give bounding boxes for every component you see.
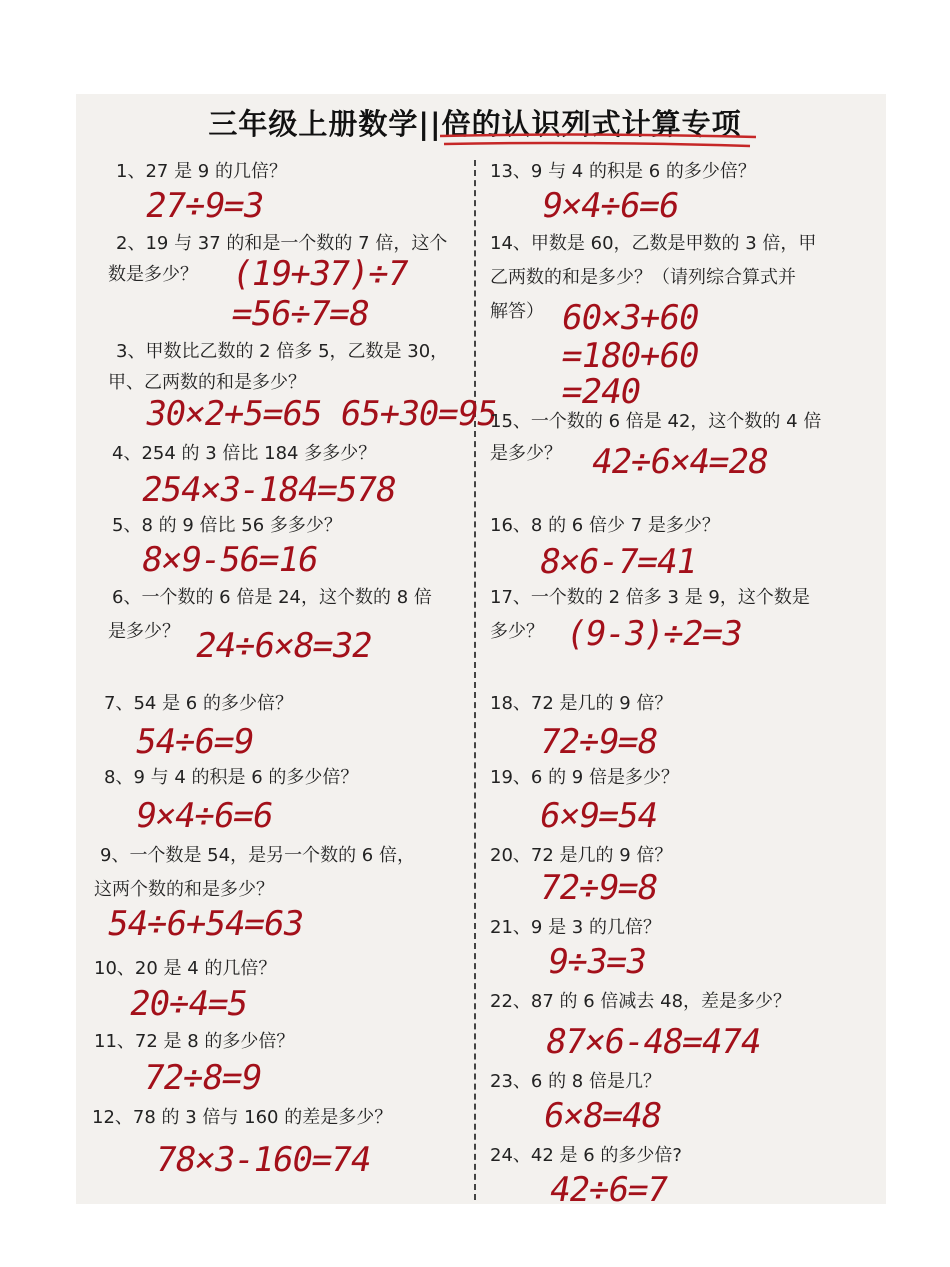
answer-5: 8×9-56=16 xyxy=(138,540,321,580)
page-title: 三年级上册数学||倍的认识列式计算专项 xyxy=(208,107,742,141)
question-18: 18、72 是几的 9 倍？ xyxy=(490,693,673,714)
answer-2-line2: =56÷7=8 xyxy=(228,294,372,334)
question-14-line1: 14、甲数是 60，乙数是甲数的 3 倍，甲 xyxy=(490,233,817,254)
question-2-line2: 数是多少？ xyxy=(108,264,198,285)
answer-7: 54÷6=9 xyxy=(132,722,257,762)
question-16: 16、8 的 6 倍少 7 是多少？ xyxy=(490,515,720,536)
question-17-line2: 多少？ xyxy=(490,621,544,642)
question-4: 4、254 的 3 倍比 184 多多少？ xyxy=(112,443,377,464)
answer-15: 42÷6×4=28 xyxy=(588,442,771,482)
answer-9: 54÷6+54=63 xyxy=(104,904,307,944)
answer-19: 6×9=54 xyxy=(536,796,661,836)
question-9-line2: 这两个数的和是多少？ xyxy=(94,879,274,900)
answer-10: 20÷4=5 xyxy=(126,984,251,1024)
answer-23: 6×8=48 xyxy=(540,1096,665,1136)
answer-12: 78×3-160=74 xyxy=(152,1140,374,1180)
question-19: 19、6 的 9 倍是多少？ xyxy=(490,767,679,788)
question-13: 13、9 与 4 的积是 6 的多少倍？ xyxy=(490,161,756,182)
question-17-line1: 17、一个数的 2 倍多 3 是 9，这个数是 xyxy=(490,587,810,608)
question-8: 8、9 与 4 的积是 6 的多少倍？ xyxy=(104,767,359,788)
answer-3: 30×2+5=65 65+30=95 xyxy=(142,394,500,434)
question-11: 11、72 是 8 的多少倍？ xyxy=(94,1031,295,1052)
question-2-line1: 2、19 与 37 的和是一个数的 7 倍，这个 xyxy=(116,233,448,254)
question-21: 21、9 是 3 的几倍？ xyxy=(490,917,661,938)
answer-22: 87×6-48=474 xyxy=(542,1022,764,1062)
question-14-line3: 解答） xyxy=(490,301,544,322)
answer-1: 27÷9=3 xyxy=(142,186,267,226)
answer-2-line1: (19+37)÷7 xyxy=(228,254,411,294)
question-10: 10、20 是 4 的几倍？ xyxy=(94,958,277,979)
answer-6: 24÷6×8=32 xyxy=(192,626,375,666)
question-15-line2: 是多少？ xyxy=(490,443,562,464)
question-9-line1: 9、一个数是 54，是另一个数的 6 倍， xyxy=(100,845,415,866)
question-3-line2: 甲、乙两数的和是多少？ xyxy=(108,372,306,393)
question-3-line1: 3、甲数比乙数的 2 倍多 5，乙数是 30， xyxy=(116,341,449,362)
question-6-line1: 6、一个数的 6 倍是 24，这个数的 8 倍 xyxy=(112,587,432,608)
question-5: 5、8 的 9 倍比 56 多多少？ xyxy=(112,515,342,536)
question-15-line1: 15、一个数的 6 倍是 42，这个数的 4 倍 xyxy=(490,411,822,432)
answer-24: 42÷6=7 xyxy=(546,1170,671,1210)
answer-14-line2: =180+60 xyxy=(558,336,702,376)
question-22: 22、87 的 6 倍减去 48，差是多少？ xyxy=(490,991,792,1012)
answer-4: 254×3-184=578 xyxy=(138,470,399,510)
answer-14-line1: 60×3+60 xyxy=(558,298,702,338)
question-12: 12、78 的 3 倍与 160 的差是多少？ xyxy=(92,1107,393,1128)
question-14-line2: 乙两数的和是多少？（请列综合算式并 xyxy=(490,267,796,288)
question-20: 20、72 是几的 9 倍？ xyxy=(490,845,673,866)
column-divider xyxy=(474,160,476,1200)
answer-8: 9×4÷6=6 xyxy=(132,796,276,836)
question-7: 7、54 是 6 的多少倍？ xyxy=(104,693,293,714)
question-23: 23、6 的 8 倍是几？ xyxy=(490,1071,661,1092)
question-24: 24、42 是 6 的多少倍? xyxy=(490,1145,682,1166)
answer-11: 72÷8=9 xyxy=(140,1058,265,1098)
answer-21: 9÷3=3 xyxy=(544,942,649,982)
answer-13: 9×4÷6=6 xyxy=(538,186,682,226)
answer-14-line3: =240 xyxy=(558,372,644,412)
answer-18: 72÷9=8 xyxy=(536,722,661,762)
title-underline xyxy=(438,132,760,152)
question-1: 1、27 是 9 的几倍？ xyxy=(116,161,287,182)
question-6-line2: 是多少？ xyxy=(108,621,180,642)
answer-17: (9-3)÷2=3 xyxy=(562,614,745,654)
answer-16: 8×6-7=41 xyxy=(536,542,700,582)
answer-20: 72÷9=8 xyxy=(536,868,661,908)
